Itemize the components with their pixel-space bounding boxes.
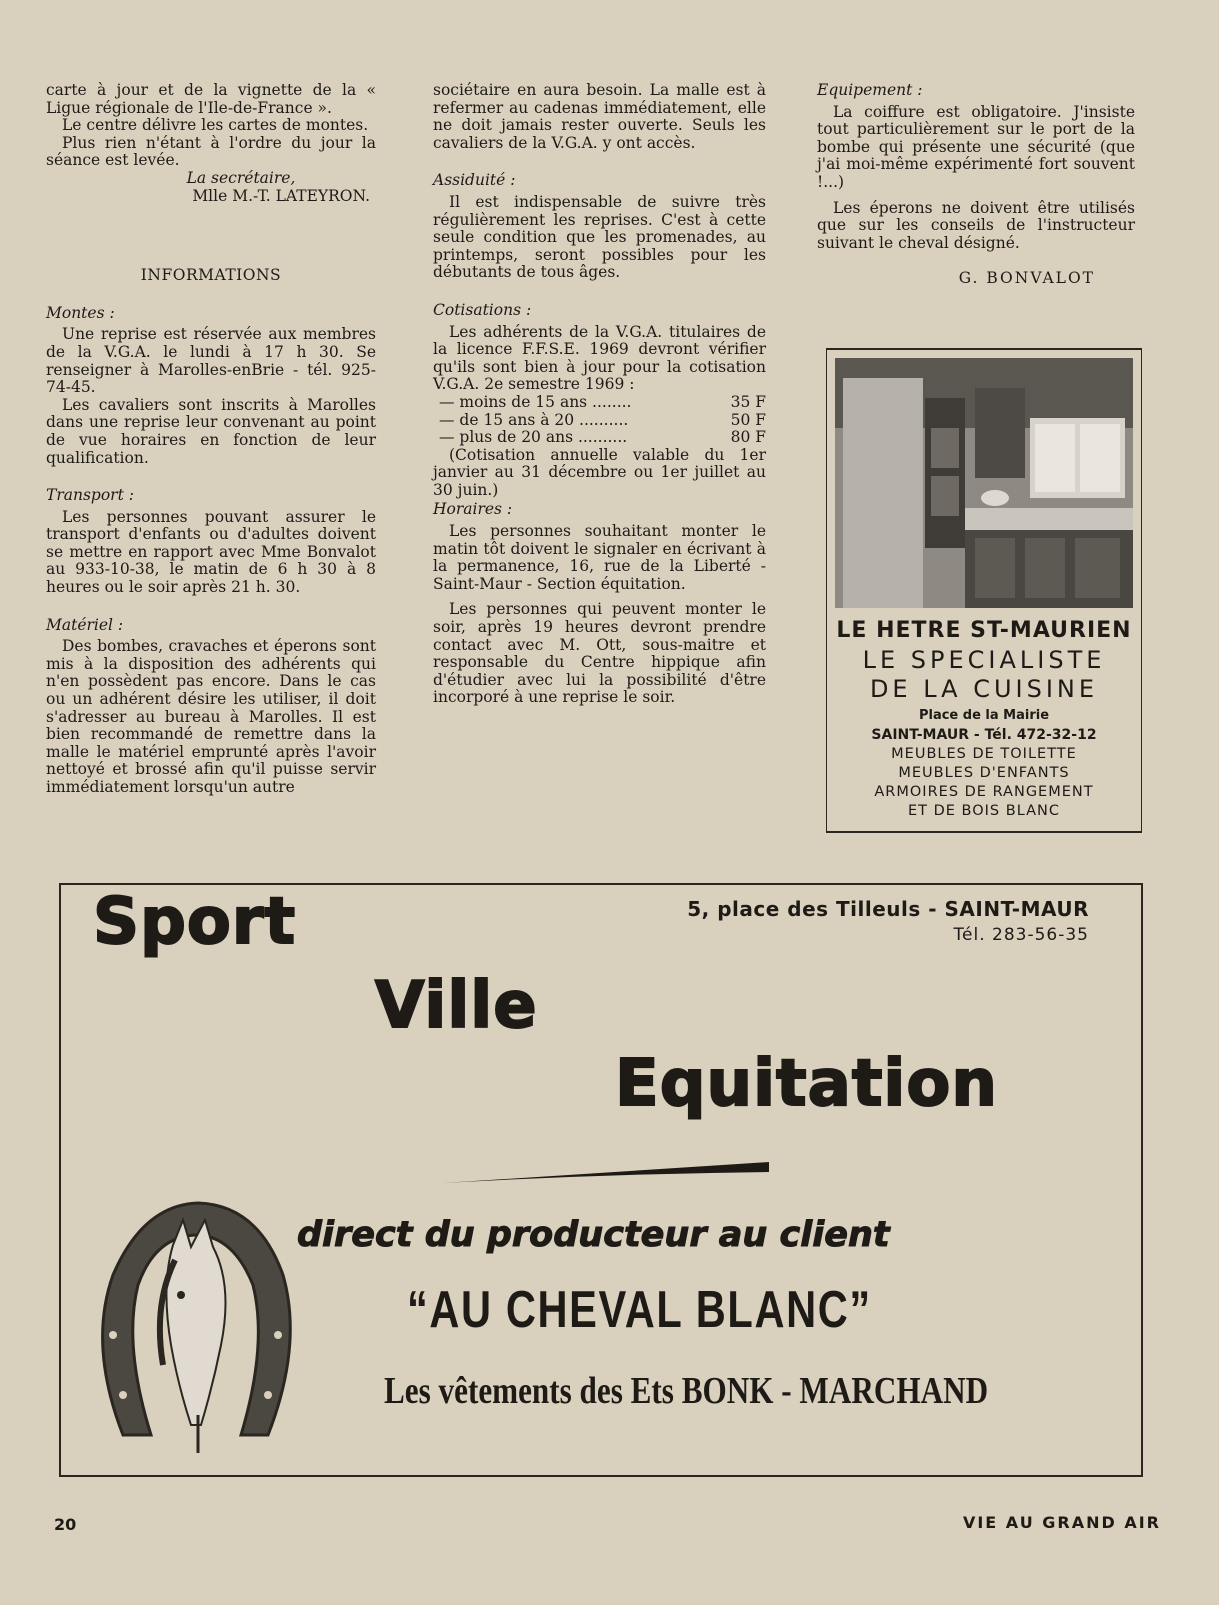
paragraph: La coiffure est obligatoire. J'insiste tout particulièrement sur le port de la bombe qui présente une sécurité (que j'ai moi-même expérimenté fort souvent !...) bbox=[817, 102, 1135, 191]
fee-amount: 50 F bbox=[730, 410, 766, 429]
advert-place: Place de la Mairie bbox=[918, 708, 1050, 723]
paragraph: Les cavaliers sont inscrits à Marolles dans une reprise leur convenant au point de vue horaires en fonction de leur qualification. bbox=[46, 395, 376, 467]
author-signature: G. BONVALOT bbox=[958, 269, 1095, 288]
paragraph: Plus rien n'étant à l'ordre du jour la séance est levée. bbox=[46, 133, 376, 170]
signature-title: La secrétaire, bbox=[186, 168, 296, 187]
subheading-assiduite: Assiduité : bbox=[433, 171, 516, 190]
fee-label: — moins de 15 ans ........ bbox=[439, 392, 632, 411]
paragraph: sociétaire en aura besoin. La malle est à refermer au cadenas immédiatement, elle ne doit jamais rester ouverte. Seuls les cavaliers de la V.G.A. y ont accès. bbox=[433, 81, 766, 152]
paragraph: Les personnes qui peuvent monter le soir, après 19 heures devront prendre contact avec M. Ott, sous-maitre et responsable du Centre hippique afin d'étudier avec lui la possibilité d'être incorporé à une reprise le soir. bbox=[433, 600, 766, 707]
fee-amount: 35 F bbox=[730, 392, 766, 411]
paragraph: (Cotisation annuelle valable du 1er janvier au 31 décembre ou 1er juillet au 30 juin.) bbox=[433, 445, 766, 499]
paragraph: Les personnes souhaitant monter le matin tôt doivent le signaler en écrivant à la permanence, 16, rue de la Liberté - Saint-Maur - Section équitation. bbox=[433, 522, 766, 593]
advert-phone: Tél. 283-56-35 bbox=[953, 925, 1089, 945]
subheading-horaires: Horaires : bbox=[433, 500, 513, 519]
cheval-blanc-advert bbox=[59, 883, 1143, 1477]
advert-item: MEUBLES DE TOILETTE bbox=[891, 746, 1077, 762]
fee-label: — plus de 20 ans .......... bbox=[439, 428, 628, 447]
fee-label: — de 15 ans à 20 .......... bbox=[439, 410, 629, 429]
advert-tagline-1: LE SPECIALISTE bbox=[862, 646, 1106, 674]
magazine-title: VIE AU GRAND AIR bbox=[962, 1513, 1161, 1532]
fee-row bbox=[433, 429, 766, 447]
subheading-transport: Transport : bbox=[46, 486, 134, 505]
advert-word-ville: Ville bbox=[375, 969, 538, 1043]
advert-word-sport: Sport bbox=[93, 885, 297, 959]
article-column-1 bbox=[46, 82, 376, 797]
subheading-equipement: Equipement : bbox=[817, 81, 923, 99]
paragraph: Des bombes, cravaches et éperons sont mis à la disposition des adhérents qui n'en possèdent pas encore. Dans le cas ou un adhérent désire les utiliser, il doit s'adresser au bureau à Marolles. Il est bien recommandé de remettre dans la malle le matériel emprunté après l'avoir nettoyé et brossé afin qu'il puisse servir immédiatement lorsqu'un autre bbox=[46, 637, 376, 796]
advert-item: ET DE BOIS BLANC bbox=[907, 803, 1060, 819]
fee-amount: 80 F bbox=[730, 428, 766, 447]
kitchen-advert bbox=[826, 348, 1142, 833]
subheading-materiel: Matériel : bbox=[46, 615, 124, 634]
advert-word-equitation: Equitation bbox=[615, 1047, 998, 1121]
advert-item: ARMOIRES DE RANGEMENT bbox=[874, 784, 1094, 800]
advert-item: MEUBLES D'ENFANTS bbox=[898, 765, 1070, 781]
advert-tagline-2: DE LA CUISINE bbox=[869, 675, 1099, 703]
advert-shop-name: “AU CHEVAL BLANC” bbox=[407, 1281, 872, 1339]
fee-row bbox=[433, 394, 766, 412]
horseshoe-horse-icon bbox=[83, 1185, 303, 1455]
paragraph: carte à jour et de la vignette de la « Ligue régionale de l'Ile-de-France ». bbox=[46, 81, 376, 117]
kitchen-photo bbox=[835, 358, 1133, 608]
paragraph: Les éperons ne doivent être utilisés que sur les conseils de l'instructeur suivant le cheval désigné. bbox=[817, 198, 1135, 252]
swoosh-icon bbox=[443, 1162, 769, 1184]
section-title: INFORMATIONS bbox=[140, 266, 282, 285]
paragraph: Les adhérents de la V.G.A. titulaires de la licence F.F.S.E. 1969 devront vérifier qu'ils sont bien à jour pour la cotisation V.G.A. 2e semestre 1969 : bbox=[433, 322, 766, 394]
advert-bonk: Les vêtements des Ets BONK - MARCHAND bbox=[384, 1370, 989, 1412]
subheading-cotisations: Cotisations : bbox=[433, 300, 532, 319]
paragraph: Le centre délivre les cartes de montes. bbox=[62, 116, 369, 135]
paragraph: Il est indispensable de suivre très régulièrement les reprises. C'est à cette seule condition que les promenades, au printemps, seront possibles pour les débutants de tous âges. bbox=[433, 192, 766, 282]
article-column-2 bbox=[433, 82, 766, 707]
signature-name: Mlle M.-T. LATEYRON. bbox=[192, 186, 370, 205]
article-column-3 bbox=[817, 82, 1135, 288]
paragraph: Les personnes pouvant assurer le transport d'enfants ou d'adultes doivent se mettre en rapport avec Mme Bonvalot au 933-10-38, le matin de 6 h 30 à 8 heures ou le soir après 21 h. 30. bbox=[46, 507, 376, 597]
advert-brand: LE HETRE ST-MAURIEN bbox=[836, 618, 1132, 643]
paragraph: Une reprise est réservée aux membres de la V.G.A. le lundi à 17 h 30. Se renseigner à Marolles-enBrie - tél. 925-74-45. bbox=[46, 325, 376, 397]
kitchen-photo-icon bbox=[835, 358, 1133, 608]
page-number: 20 bbox=[54, 1515, 77, 1534]
fee-row bbox=[433, 412, 766, 430]
advert-tagline: direct du producteur au client bbox=[297, 1215, 890, 1255]
subheading-montes: Montes : bbox=[46, 303, 115, 322]
advert-city-tel: SAINT-MAUR - Tél. 472-32-12 bbox=[871, 727, 1097, 743]
advert-address: 5, place des Tilleuls - SAINT-MAUR bbox=[687, 897, 1089, 921]
